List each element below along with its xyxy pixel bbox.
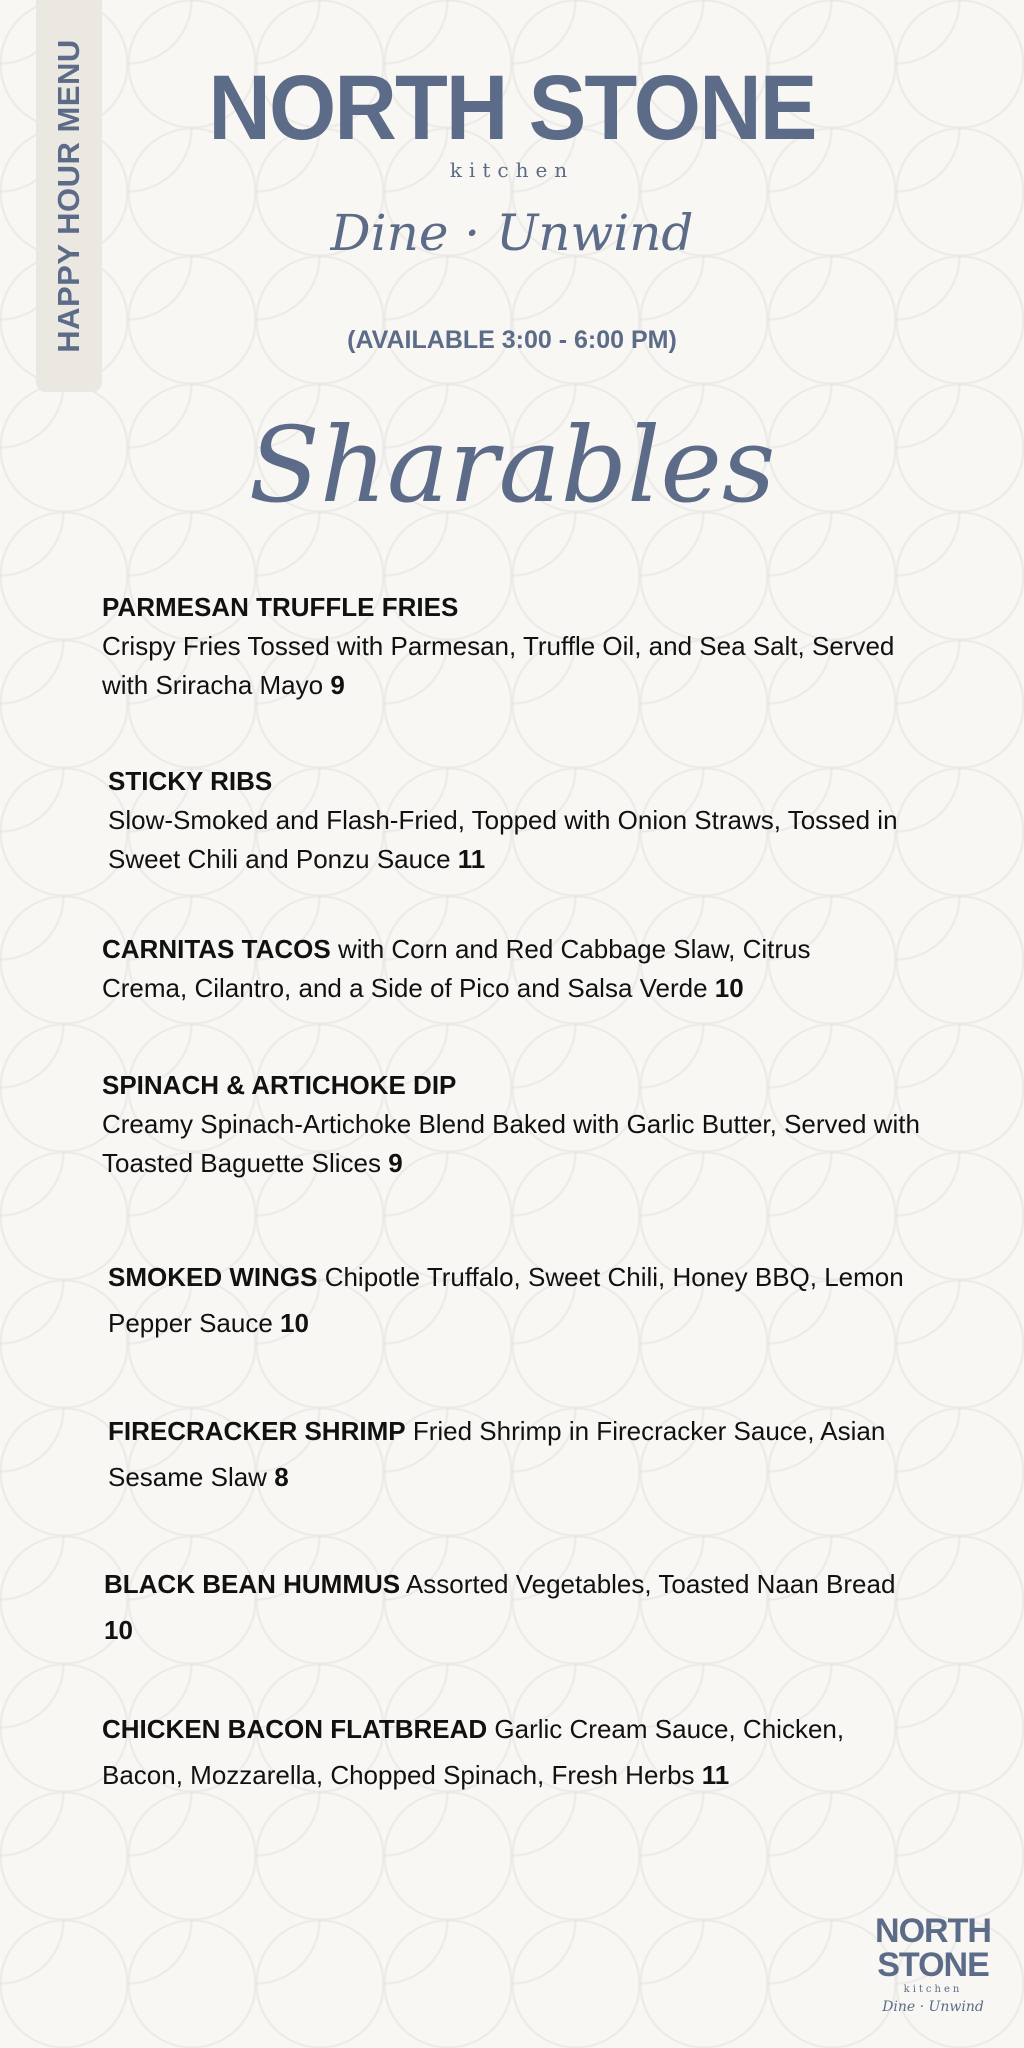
menu-item-description: Assorted Vegetables, Toasted Naan Bread: [405, 1569, 896, 1599]
menu-item-description: Chipotle Truffalo, Sweet Chili, Honey BBQ, Lemon Pepper Sauce: [108, 1262, 904, 1338]
footer-logo-name-line2: STONE: [877, 1946, 989, 1984]
menu-item-price: 11: [701, 1760, 730, 1790]
menu-item-name: SPINACH & ARTICHOKE DIP: [102, 1070, 457, 1100]
menu-item-price: 10: [104, 1615, 133, 1645]
menu-item-price: 11: [457, 844, 486, 874]
menu-item-description: Garlic Cream Sauce, Chicken, Bacon, Mozzarella, Chopped Spinach, Fresh Herbs: [102, 1714, 845, 1790]
menu-item-name: STICKY RIBS: [108, 766, 273, 796]
menu-item-description: Fried Shrimp in Firecracker Sauce, Asian Sesame Slaw: [108, 1416, 886, 1492]
menu-item-price: 10: [280, 1308, 309, 1338]
menu-item-chicken-bacon-flatbread: [102, 1706, 932, 1798]
menu-item-name: BLACK BEAN HUMMUS: [104, 1569, 401, 1599]
menu-item-parmesan-truffle-fries: [102, 588, 932, 705]
menu-item-smoked-wings: [108, 1254, 908, 1346]
menu-item-black-bean-hummus: [104, 1561, 904, 1653]
footer-logo-subtitle: kitchen: [903, 1984, 963, 1995]
menu-item-price: 10: [714, 973, 744, 1003]
menu-item-sticky-ribs: [108, 762, 938, 879]
menu-item-spinach-artichoke-dip: [102, 1066, 932, 1183]
menu-item-name: CARNITAS TACOS: [102, 934, 331, 964]
menu-item-name: PARMESAN TRUFFLE FRIES: [102, 592, 459, 622]
menu-item-description: Creamy Spinach-Artichoke Blend Baked with Garlic Butter, Served with Toasted Baguette Slices: [102, 1109, 920, 1178]
menu-item-price: 9: [388, 1148, 403, 1178]
footer-logo-name-line1: NORTH: [875, 1912, 991, 1950]
menu-item-description: Slow-Smoked and Flash-Fried, Topped with Onion Straws, Tossed in Sweet Chili and Ponzu Sauce: [108, 805, 898, 874]
brand-tagline: Dine · Unwind: [330, 204, 694, 262]
footer-logo-tagline: Dine · Unwind: [882, 1999, 984, 2015]
footer-logo: [868, 1914, 998, 2015]
section-title: Sharables: [248, 404, 776, 526]
menu-item-name: FIRECRACKER SHRIMP: [108, 1416, 406, 1446]
brand-name: NORTH STONE: [208, 57, 816, 159]
menu-item-description: with Corn and Red Cabbage Slaw, Citrus Crema, Cilantro, and a Side of Pico and Salsa Verde: [102, 934, 811, 1003]
availability-hours: (AVAILABLE 3:00 - 6:00 PM): [347, 326, 677, 354]
menu-item-name: SMOKED WINGS: [108, 1262, 318, 1292]
brand-logo: [0, 57, 1024, 262]
menu-item-price: 9: [330, 670, 345, 700]
menu-item-name: CHICKEN BACON FLATBREAD: [102, 1714, 488, 1744]
menu-item-firecracker-shrimp: [108, 1408, 908, 1500]
brand-subtitle: kitchen: [449, 158, 575, 182]
happy-hour-tab-label: HAPPY HOUR MENU: [51, 39, 86, 353]
menu-item-carnitas-tacos: [102, 930, 902, 1008]
menu-item-description: Crispy Fries Tossed with Parmesan, Truffle Oil, and Sea Salt, Served with Sriracha Mayo: [102, 631, 895, 700]
menu-item-price: 8: [274, 1462, 289, 1492]
